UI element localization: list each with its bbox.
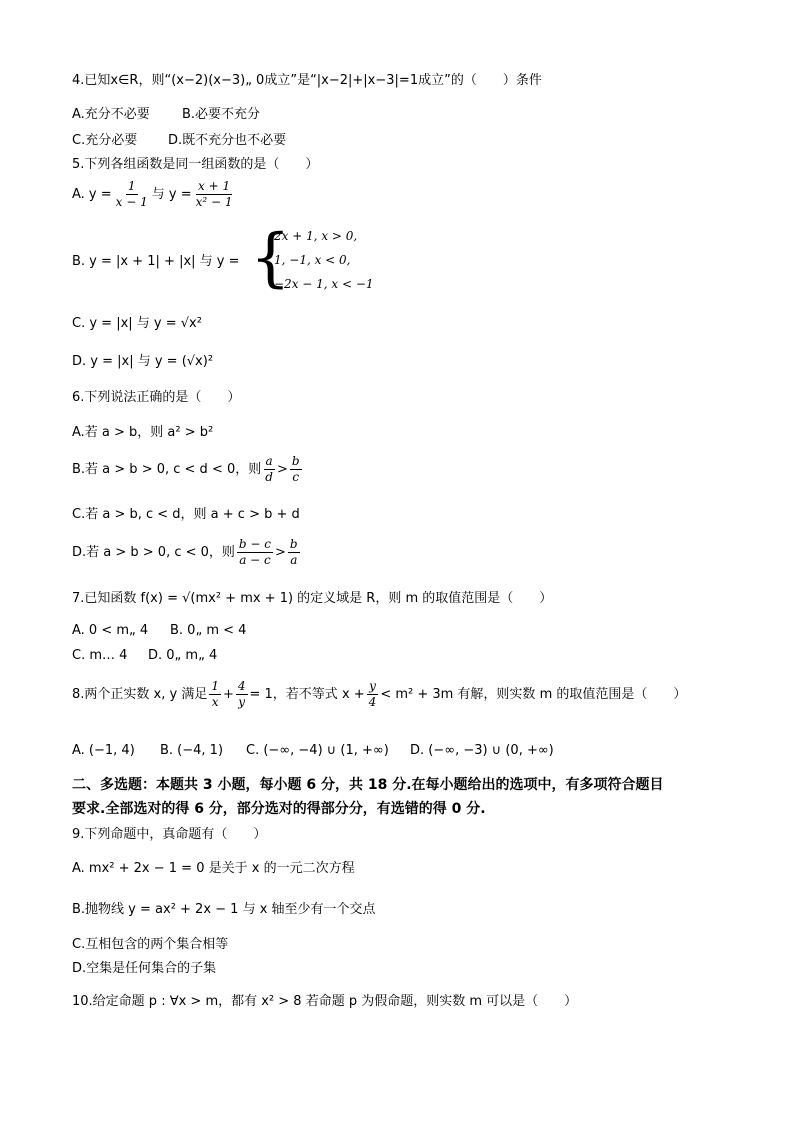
q6-option-d-prefix: D.若 a > b > 0, c < 0，则 bbox=[72, 545, 235, 561]
q9-option-d: D.空集是任何集合的子集 bbox=[72, 961, 217, 976]
fraction-denominator: y bbox=[238, 695, 246, 710]
fraction-denominator: a bbox=[290, 553, 298, 568]
q5-option-a-fraction-1 bbox=[114, 180, 150, 209]
q4-stem: 4.已知x∈R，则“(x−2)(x−3)„ 0成立”是“|x−2|+|x−3|=1成立”的（ ）条件 bbox=[72, 73, 542, 88]
q5-option-d: D. y = |x| 与 y = (√x)² bbox=[72, 354, 214, 369]
q7-stem: 7.已知函数 f(x) = √(mx² + mx + 1) 的定义域是 R，则 m 的取值范围是（ ） bbox=[72, 591, 553, 606]
fraction-denominator: x bbox=[211, 695, 219, 710]
q8-option-c: C. (−∞, −4) ∪ (1, +∞) bbox=[246, 743, 389, 758]
q4-option-a: A.充分不必要 bbox=[72, 107, 150, 122]
q7-option-b: B. 0„ m < 4 bbox=[170, 623, 247, 638]
q6-stem: 6.下列说法正确的是（ ） bbox=[72, 390, 241, 405]
fraction-numerator: 4 bbox=[236, 680, 248, 695]
q6-option-d-fraction-2 bbox=[288, 538, 300, 567]
section-heading-line-1: 二、多选题：本题共 3 小题，每小题 6 分，共 18 分.在每小题给出的选项中，有多项符合题目 bbox=[72, 777, 664, 793]
q6-option-b: B.若 a > b > 0, c < d < 0，则 $\frac{a}{d}$ > $\frac{b}{c}$ bbox=[72, 454, 300, 485]
q5-option-a-fraction-2 bbox=[194, 180, 235, 209]
q7-option-d: D. 0„ m„ 4 bbox=[148, 648, 218, 663]
q7-option-c: C. m… 4 bbox=[72, 648, 128, 663]
q9-stem: 9.下列命题中，真命题有（ ） bbox=[72, 827, 267, 842]
fraction-numerator: 1 bbox=[126, 180, 138, 195]
q8-stem: 8.两个正实数 x, y 满足 $\frac{1}{x}$ + $\frac{4}{y}$ = 1，若不等式 x + $\frac{y}{4}$ < m² + 3m 有解，则实数 m 的取值范围是（ ） bbox=[72, 679, 687, 710]
q6-option-b-fraction-1 bbox=[263, 455, 275, 484]
q8-fraction-2 bbox=[236, 680, 248, 709]
fraction-numerator: y bbox=[367, 680, 378, 695]
fraction-numerator: b bbox=[288, 538, 300, 553]
q6-option-b-fraction-2 bbox=[290, 455, 302, 484]
q8-fraction-1 bbox=[209, 680, 221, 709]
fraction-denominator: 4 bbox=[368, 695, 377, 710]
fraction-numerator: b bbox=[290, 455, 302, 470]
q7-option-a: A. 0 < m„ 4 bbox=[72, 623, 149, 638]
q9-option-c: C.互相包含的两个集合相等 bbox=[72, 937, 229, 952]
fraction-denominator: a − c bbox=[239, 553, 271, 568]
piecewise-row-3: −2x − 1, x < −1 bbox=[274, 277, 374, 291]
q6-option-b-prefix: B.若 a > b > 0, c < d < 0，则 bbox=[72, 462, 262, 478]
q8-stem-suffix: < m² + 3m 有解，则实数 m 的取值范围是（ ） bbox=[380, 687, 687, 703]
q8-stem-middle: = 1，若不等式 x + bbox=[249, 687, 365, 703]
fraction-denominator: c bbox=[292, 470, 300, 485]
piecewise-brace: { bbox=[250, 221, 291, 295]
q5-stem: 5.下列各组函数是同一组函数的是（ ） bbox=[72, 157, 319, 172]
q8-stem-prefix: 8.两个正实数 x, y 满足 bbox=[72, 687, 208, 703]
q6-option-d: D.若 a > b > 0, c < 0，则 $\frac{b - c}{a - c}$ > $\frac{b}{a}$ bbox=[72, 537, 298, 568]
q8-option-d: D. (−∞, −3) ∪ (0, +∞) bbox=[410, 743, 554, 758]
fraction-numerator: b − c bbox=[237, 538, 273, 553]
q4-option-d: D.既不充分也不必要 bbox=[168, 133, 287, 148]
q6-option-d-fraction-1 bbox=[237, 538, 273, 567]
q6-option-a: A.若 a > b，则 a² > b² bbox=[72, 425, 214, 440]
piecewise-row-1: 2x + 1, x > 0, bbox=[274, 229, 358, 243]
fraction-numerator: a bbox=[264, 455, 275, 470]
q4-option-c: C.充分必要 bbox=[72, 133, 138, 148]
section-heading-line-2: 要求.全部选对的得 6 分，部分选对的得部分分，有选错的得 0 分. bbox=[72, 801, 486, 817]
q5-option-a-prefix: A. y = bbox=[72, 187, 112, 203]
q5-option-a-connector: 与 y = bbox=[151, 187, 192, 203]
q10-stem: 10.给定命题 p : ∀x > m，都有 x² > 8 若命题 p 为假命题，则实数 m 可以是（ ） bbox=[72, 994, 578, 1009]
fraction-numerator: x + 1 bbox=[196, 180, 232, 195]
q5-option-c: C. y = |x| 与 y = √x² bbox=[72, 316, 202, 331]
piecewise-row-2: 1, −1, x < 0, bbox=[274, 253, 351, 267]
q8-fraction-3 bbox=[367, 680, 379, 709]
q9-option-b: B.抛物线 y = ax² + 2x − 1 与 x 轴至少有一个交点 bbox=[72, 902, 376, 917]
q6-option-c: C.若 a > b, c < d，则 a + c > b + d bbox=[72, 507, 300, 522]
q8-option-b: B. (−4, 1) bbox=[160, 743, 224, 758]
fraction-denominator: x² − 1 bbox=[195, 195, 233, 210]
fraction-denominator: x − 1 bbox=[115, 195, 148, 210]
q5-option-b-prefix: B. y = |x + 1| + |x| 与 y = bbox=[72, 254, 240, 269]
q4-option-b: B.必要不充分 bbox=[182, 107, 261, 122]
q8-option-a: A. (−1, 4) bbox=[72, 743, 135, 758]
fraction-denominator: d bbox=[265, 470, 273, 485]
q9-option-a: A. mx² + 2x − 1 = 0 是关于 x 的一元二次方程 bbox=[72, 861, 355, 876]
fraction-numerator: 1 bbox=[209, 680, 221, 695]
q5-option-a bbox=[72, 180, 237, 209]
